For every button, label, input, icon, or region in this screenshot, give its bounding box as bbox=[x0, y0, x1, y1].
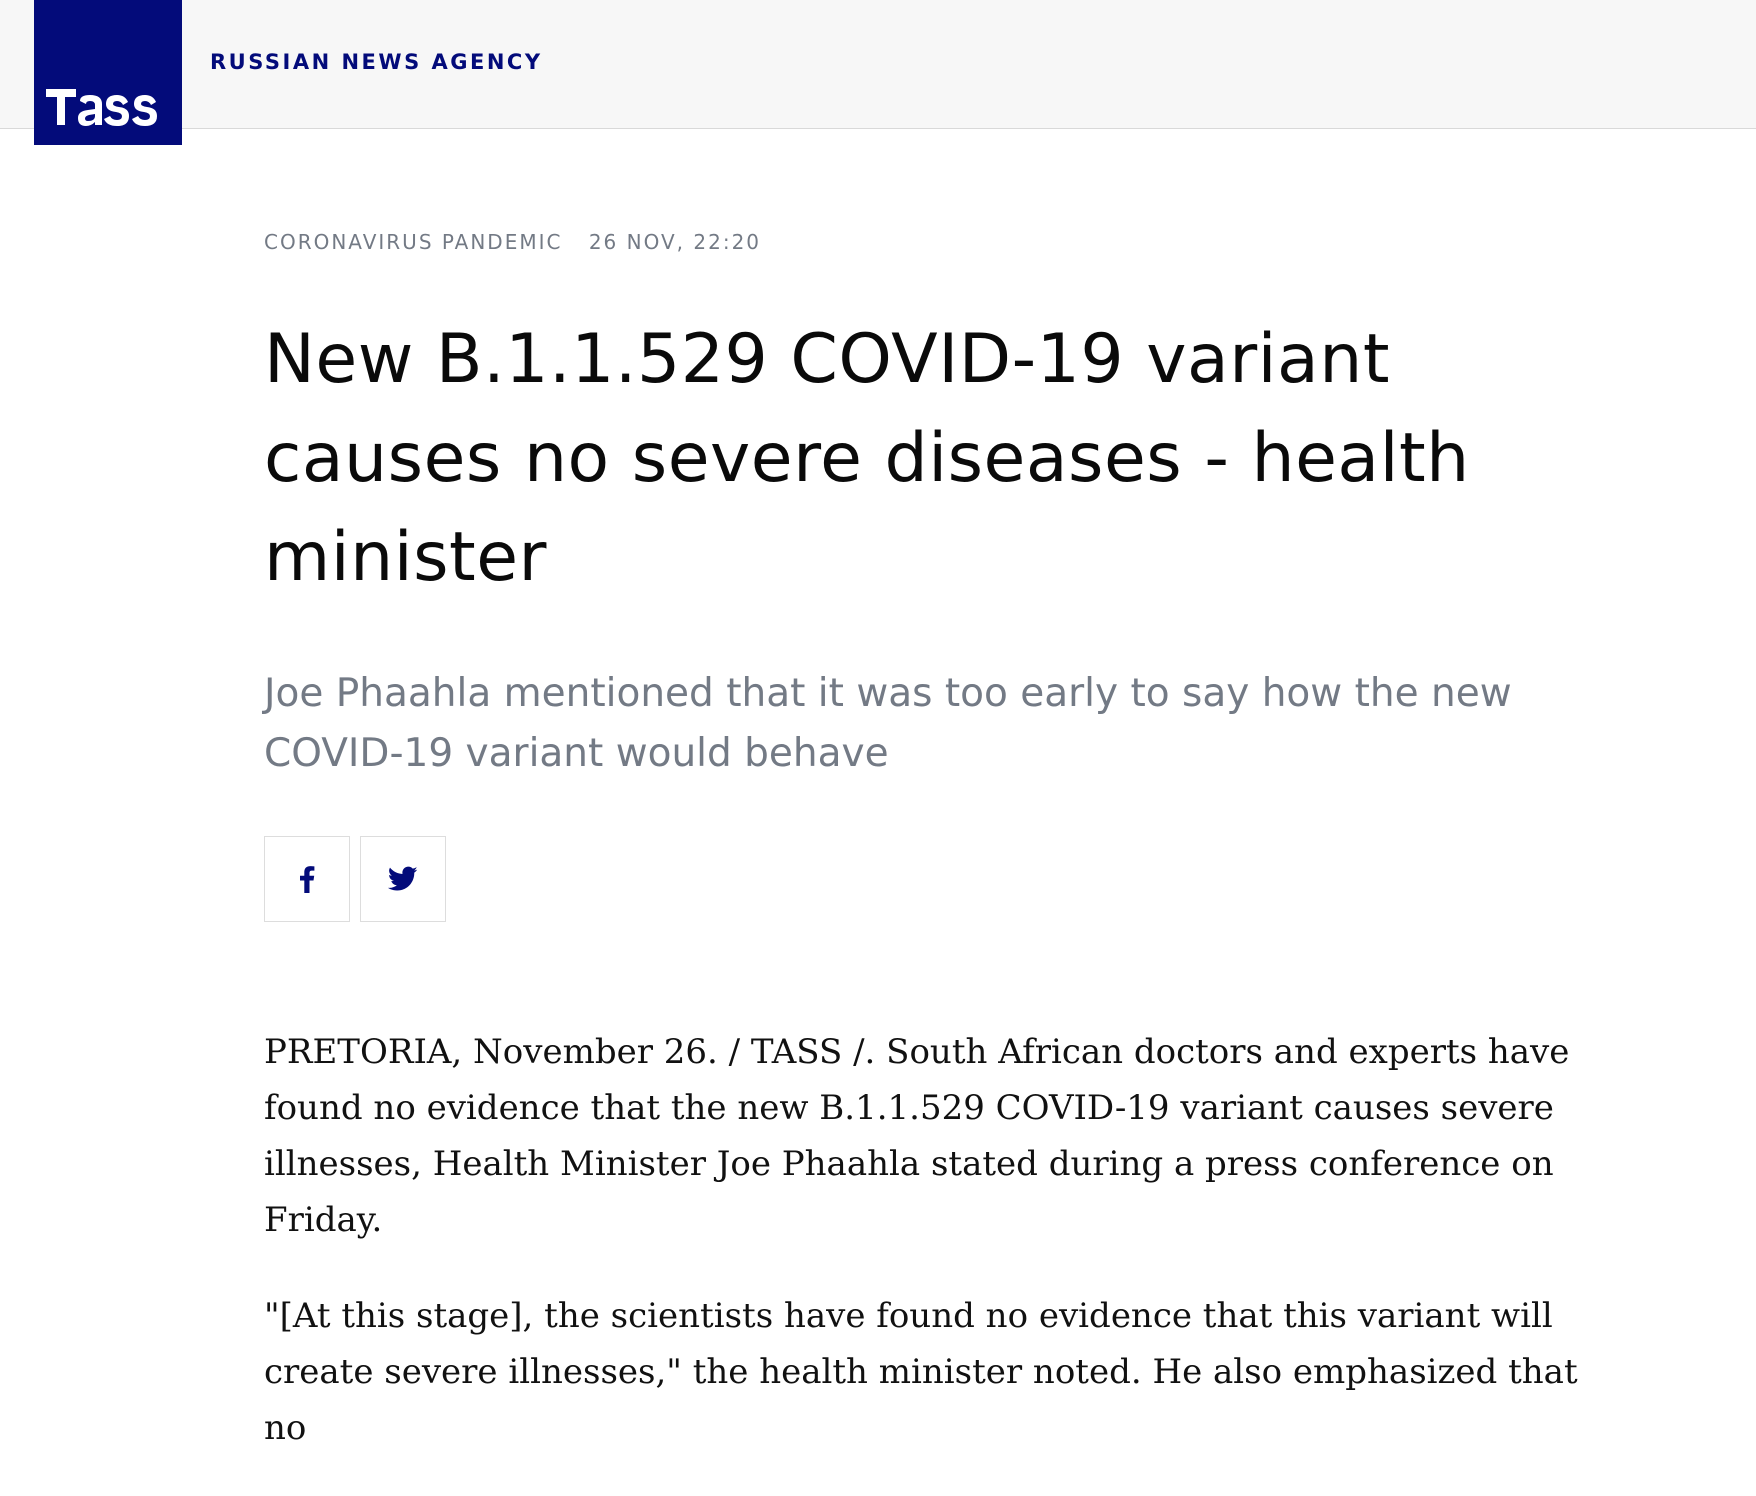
facebook-icon bbox=[299, 865, 315, 893]
share-buttons bbox=[264, 836, 446, 922]
agency-name-link[interactable]: RUSSIAN NEWS AGENCY bbox=[210, 50, 543, 74]
twitter-icon bbox=[388, 866, 418, 892]
article-headline: New B.1.1.529 COVID-19 variant causes no severe diseases - health minister bbox=[264, 320, 1470, 597]
logo-wordmark bbox=[44, 83, 172, 135]
twitter-share-button[interactable] bbox=[360, 836, 446, 922]
tass-logo[interactable] bbox=[34, 0, 182, 145]
site-header bbox=[0, 0, 1756, 129]
article-meta bbox=[264, 230, 761, 254]
article-lead: Joe Phaahla mentioned that it was too early to say how the new COVID-19 variant would behave bbox=[264, 671, 1512, 776]
body-paragraph: PRETORIA, November 26. / TASS /. South African doctors and experts have found no evidence that the new B.1.1.529 COVID-19 variant causes severe illnesses, Health Minister Joe Phaahla stated during a press conference on Friday. bbox=[264, 1032, 1570, 1240]
publish-date: 26 NOV, 22:20 bbox=[588, 230, 762, 254]
article-body bbox=[264, 1024, 1624, 1496]
facebook-share-button[interactable] bbox=[264, 836, 350, 922]
tass-wordmark-icon bbox=[44, 83, 172, 127]
body-paragraph: "[At this stage], the scientists have found no evidence that this variant will create severe illnesses," the health minister noted. He also emphasized that no bbox=[264, 1296, 1578, 1448]
category-link[interactable]: CORONAVIRUS PANDEMIC bbox=[264, 230, 563, 254]
